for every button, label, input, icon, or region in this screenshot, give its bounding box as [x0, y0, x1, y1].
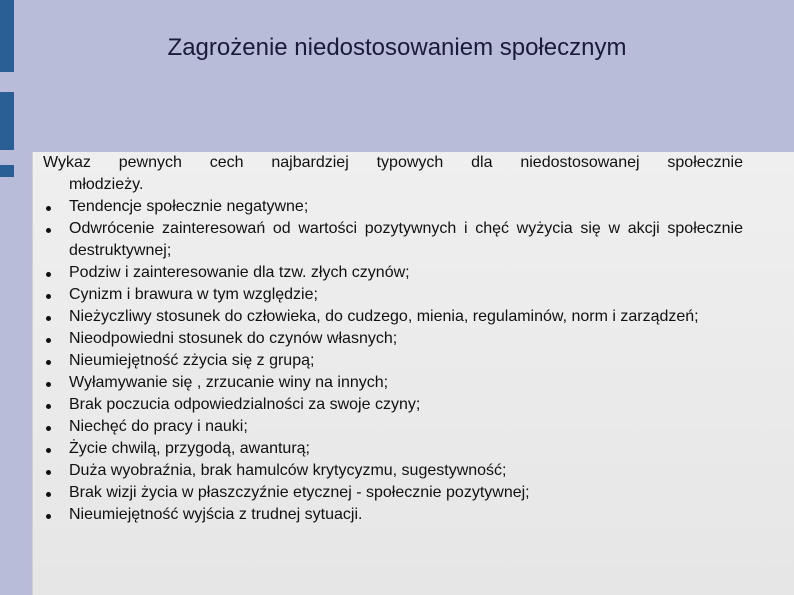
bullet-icon — [46, 426, 51, 431]
bullet-icon — [46, 338, 51, 343]
slide-title: Zagrożenie niedostosowaniem społecznym — [167, 34, 627, 61]
bullet-icon — [46, 316, 51, 321]
list-item — [43, 372, 743, 394]
list-item-text: Brak poczucia odpowiedzialności za swoje czyny; — [69, 396, 421, 413]
list-item-text: Niechęć do pracy i nauki; — [69, 418, 248, 435]
bullet-icon — [46, 514, 51, 519]
list-item-text: Duża wyobraźnia, brak hamulców krytycyzmu, sugestywność; — [69, 462, 507, 479]
list-item — [43, 218, 743, 262]
list-item-text: Cynizm i brawura w tym względzie; — [69, 286, 318, 303]
list-item-text: Odwrócenie zainteresowań od wartości pozytywnych i chęć wyżycia się w akcji społecznie destruktywnej; — [69, 220, 743, 259]
list-item — [43, 196, 743, 218]
list-item-text: Nieżyczliwy stosunek do człowieka, do cudzego, mienia, regulaminów, norm i zarządzeń; — [69, 308, 699, 325]
bullet-icon — [46, 492, 51, 497]
list-item — [43, 262, 743, 284]
bullet-icon — [46, 404, 51, 409]
intro-text — [43, 152, 743, 196]
intro-line-2: młodzieży. — [69, 176, 144, 193]
list-item-text: Podziw i zainteresowanie dla tzw. złych czynów; — [69, 264, 410, 281]
list-item — [43, 482, 743, 504]
list-item-text: Nieodpowiedni stosunek do czynów własnych; — [69, 330, 398, 347]
bullet-icon — [46, 272, 51, 277]
accent-bar-middle — [0, 92, 14, 150]
list-item-text: Nieumiejętność zżycia się z grupą; — [69, 352, 315, 369]
bullet-icon — [46, 360, 51, 365]
list-item — [43, 284, 743, 306]
list-item — [43, 416, 743, 438]
list-item — [43, 394, 743, 416]
list-item — [43, 460, 743, 482]
accent-bar-bottom — [0, 165, 14, 177]
bullet-icon — [46, 470, 51, 475]
content-panel — [32, 152, 794, 595]
list-item-text: Życie chwilą, przygodą, awanturą; — [69, 440, 310, 457]
traits-list — [43, 196, 743, 526]
bullet-icon — [46, 382, 51, 387]
intro-line-1: Wykaz pewnych cech najbardziej typowych dla niedostosowanej społecznie — [43, 154, 743, 171]
bullet-icon — [46, 206, 51, 211]
bullet-icon — [46, 448, 51, 453]
list-item-text: Nieumiejętność wyjścia z trudnej sytuacji. — [69, 506, 363, 523]
list-item — [43, 350, 743, 372]
list-item-text: Tendencje społecznie negatywne; — [69, 198, 309, 215]
list-item-text: Brak wizji życia w płaszczyźnie etycznej - społecznie pozytywnej; — [69, 484, 530, 501]
list-item — [43, 438, 743, 460]
list-item — [43, 504, 743, 526]
bullet-icon — [46, 228, 51, 233]
list-item-text: Wyłamywanie się , zrzucanie winy na innych; — [69, 374, 389, 391]
list-item — [43, 328, 743, 350]
list-item — [43, 306, 743, 328]
bullet-icon — [46, 294, 51, 299]
